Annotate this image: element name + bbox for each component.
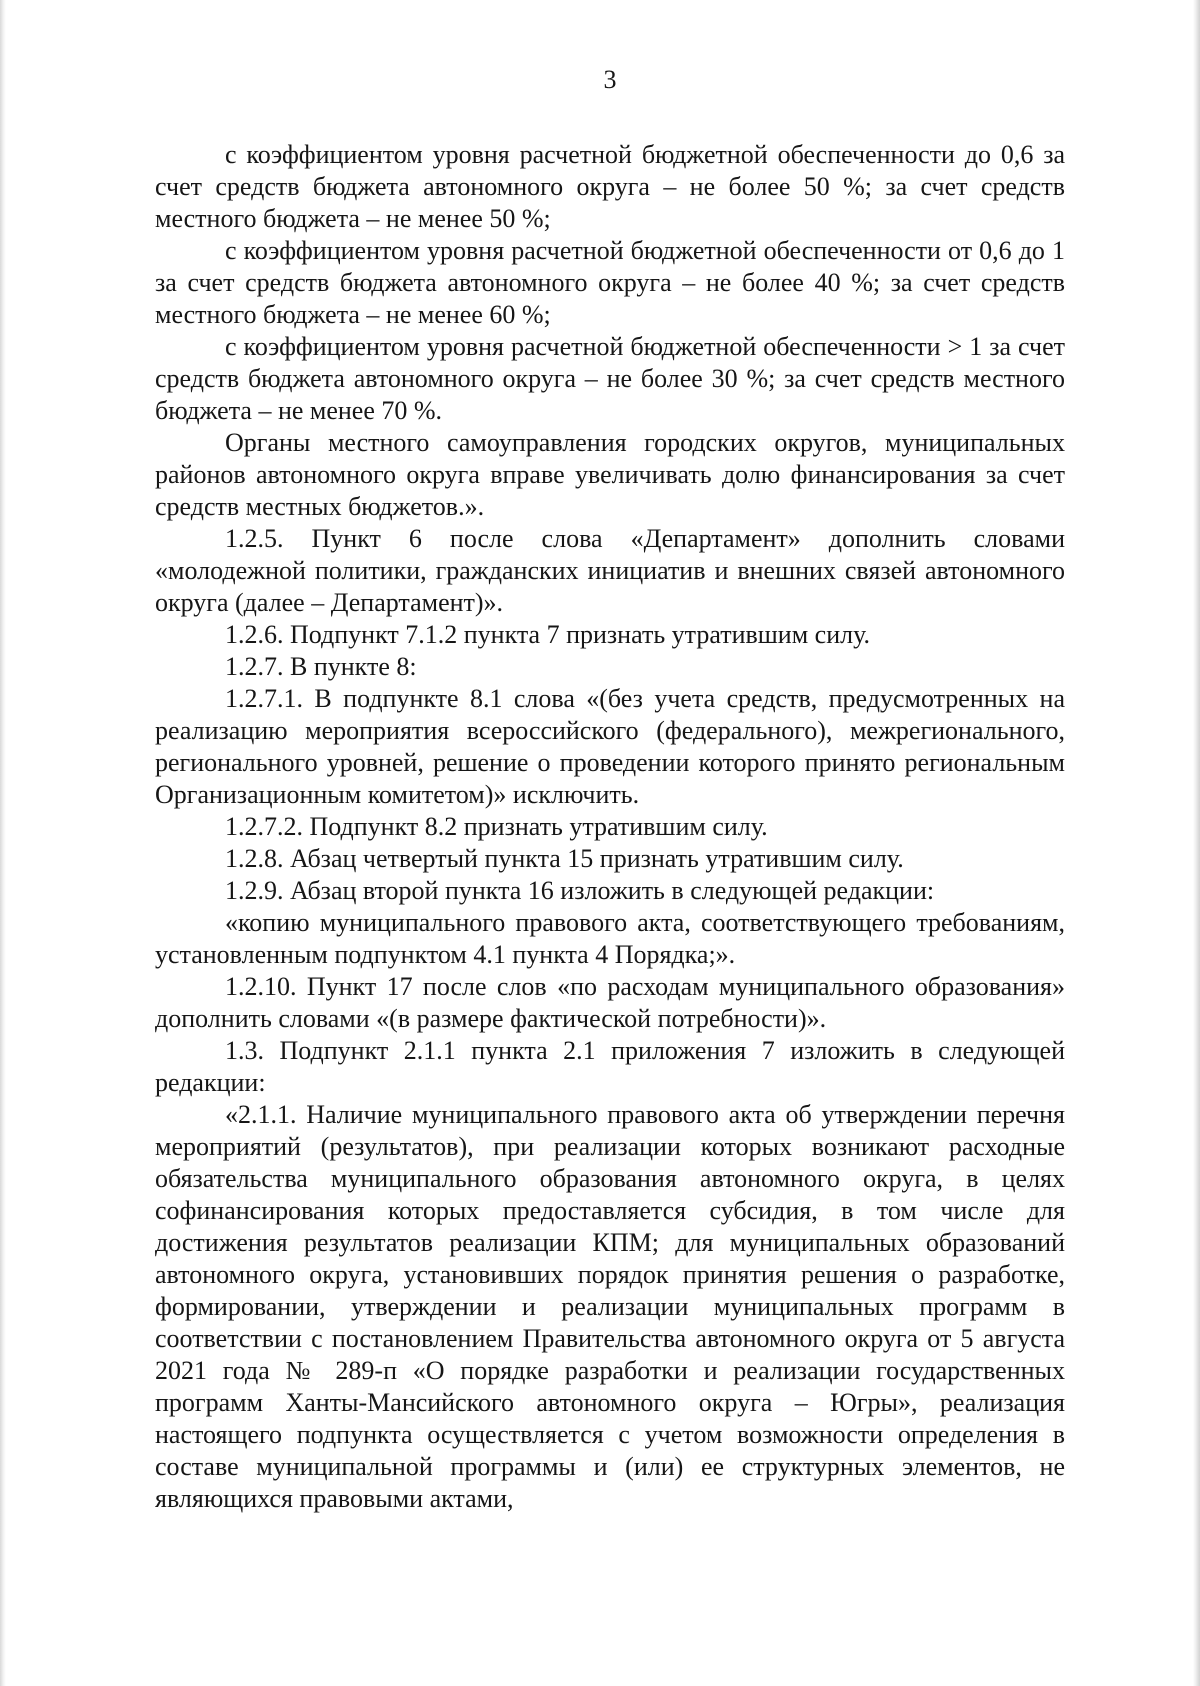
paragraph-quoted-copy: «копию муниципального правового акта, соответствующего требованиям, установленным подпунктом 4.1 пункта 4 Порядка;». — [155, 908, 1065, 969]
paragraph-2-1-1: «2.1.1. Наличие муниципального правового акта об утверждении перечня мероприятий (результатов), при реализации которых возникают расходные обязательства муниципального образования автономного округа, в целях софинансирования которых предоставляется субсидия, в том числе для достижения результатов реализации КПМ; для муниципальных образований автономного округа, установивших порядок принятия решения о разработке, формировании, утверждении и реализации муниципальных программ в соответствии с постановлением Правительства автономного округа от 5 августа 2021 года № 289-п «О порядке разработки и реализации государственных программ Ханты-Мансийского автономного округа – Югры», реализация настоящего подпункта осуществляется с учетом возможности определения в составе муниципальной программы и (или) ее структурных элементов, не являющихся правовыми актами, — [155, 1100, 1065, 1513]
paragraph-1-2-8: 1.2.8. Абзац четвертый пункта 15 признать утратившим силу. — [225, 844, 904, 873]
paragraph-1-2-6: 1.2.6. Подпункт 7.1.2 пункта 7 признать утратившим силу. — [225, 620, 870, 649]
paragraph-coef-0-6-to-1: с коэффициентом уровня расчетной бюджетной обеспеченности от 0,6 до 1 за счет средств бюджета автономного округа – не более 40 %; за счет средств местного бюджета – не менее 60 %; — [155, 236, 1065, 329]
paragraph-1-2-7: 1.2.7. В пункте 8: — [225, 652, 417, 681]
paragraph-coef-up-to-0-6: с коэффициентом уровня расчетной бюджетной обеспеченности до 0,6 за счет средств бюджета автономного округа – не более 50 %; за счет средств местного бюджета – не менее 50 %; — [155, 140, 1065, 233]
paragraph-local-authorities: Органы местного самоуправления городских округов, муниципальных районов автономного округа вправе увеличивать долю финансирования за счет средств местных бюджетов.». — [155, 428, 1065, 521]
scan-edge-left — [0, 0, 6, 1686]
paragraph-1-2-7-2: 1.2.7.2. Подпункт 8.2 признать утратившим силу. — [225, 812, 768, 841]
paragraph-coef-above-1: с коэффициентом уровня расчетной бюджетной обеспеченности > 1 за счет средств бюджета автономного округа – не более 30 %; за счет средств местного бюджета – не менее 70 %. — [155, 332, 1065, 425]
paragraph-1-2-7-1: 1.2.7.1. В подпункте 8.1 слова «(без учета средств, предусмотренных на реализацию мероприятия всероссийского (федерального), межрегионального, регионального уровней, решение о проведении которого принято региональным Организационным комитетом)» исключить. — [155, 684, 1065, 809]
scan-edge-right — [1193, 0, 1200, 1686]
document-body — [155, 139, 1065, 1515]
paragraph-1-2-5: 1.2.5. Пункт 6 после слова «Департамент» дополнить словами «молодежной политики, гражданских инициатив и внешних связей автономного округа (далее – Департамент)». — [155, 524, 1065, 617]
paragraph-1-2-9: 1.2.9. Абзац второй пункта 16 изложить в следующей редакции: — [225, 876, 935, 905]
page-number: 3 — [603, 65, 617, 94]
paragraph-1-2-10: 1.2.10. Пункт 17 после слов «по расходам муниципального образования» дополнить словами «(в размере фактической потребности)». — [155, 972, 1065, 1033]
paragraph-1-3: 1.3. Подпункт 2.1.1 пункта 2.1 приложения 7 изложить в следующей редакции: — [155, 1036, 1065, 1097]
